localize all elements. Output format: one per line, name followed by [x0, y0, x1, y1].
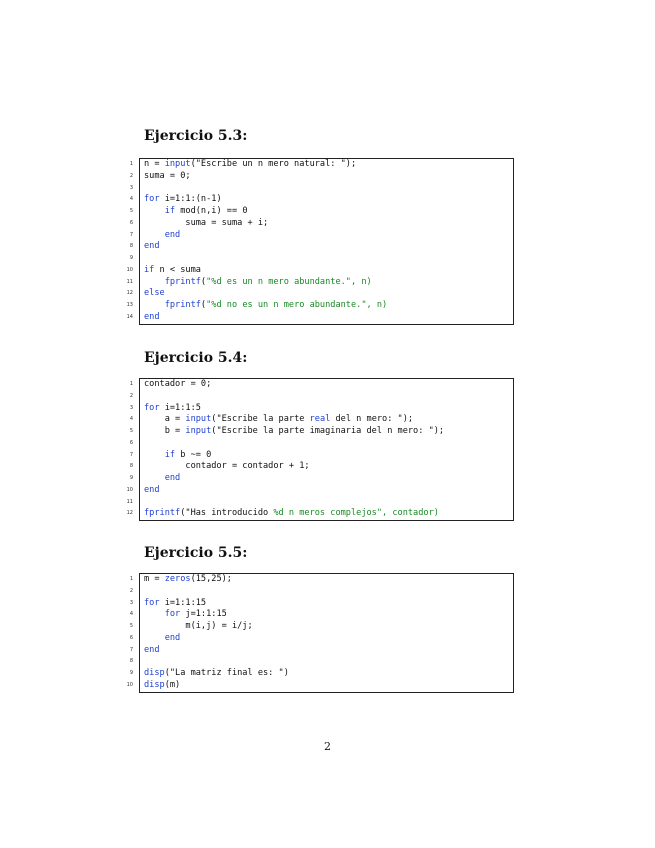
code-text: ("Has introducido [180, 508, 274, 519]
line-number: 10 [126, 681, 133, 688]
code-listing-5-4 [126, 378, 514, 521]
line-number: 5 [129, 623, 133, 629]
line-number: 9 [129, 255, 133, 261]
code-line [129, 170, 513, 183]
code-text: ("Escribe la parte [211, 414, 310, 425]
code-keyword: input [164, 159, 191, 169]
code-line [129, 473, 513, 485]
code-text: b ~= 0 [175, 449, 212, 460]
code-text: (15,25); [190, 574, 232, 584]
code-text: i=1:1:5 [159, 402, 201, 413]
code-line [129, 609, 513, 621]
code-line [129, 391, 513, 403]
line-number: 2 [129, 587, 133, 594]
code-keyword: if [144, 264, 155, 275]
code-text [144, 230, 165, 240]
line-number: 6 [129, 439, 133, 446]
line-number: 8 [129, 243, 133, 250]
line-number: 1 [129, 161, 133, 167]
line-number: 6 [129, 634, 133, 641]
code-line [126, 264, 513, 277]
code-line [129, 206, 513, 218]
code-text: ("La matriz final es: ") [164, 668, 289, 678]
code-text: contador = 0; [144, 379, 212, 389]
code-keyword: end [164, 632, 181, 643]
code-text: n < suma [154, 264, 201, 275]
code-text: suma = 0; [144, 170, 191, 181]
code-text: m = [144, 574, 165, 584]
code-text [144, 450, 165, 460]
code-text: suma = suma + i; [144, 217, 269, 228]
line-number: 6 [129, 219, 133, 226]
line-number: 4 [129, 611, 133, 618]
code-line [126, 311, 513, 324]
code-text: b = [144, 426, 186, 436]
code-text [144, 633, 165, 643]
code-line [129, 597, 513, 610]
line-number: 8 [129, 463, 133, 470]
code-text: ("Escribe un n mero natural: "); [190, 159, 357, 169]
code-line [129, 402, 513, 415]
code-line [129, 574, 513, 586]
line-number: 8 [129, 658, 133, 665]
code-line [126, 288, 513, 300]
code-text: ( [200, 300, 207, 310]
code-line [129, 217, 513, 230]
code-string: "%d no es un n mero abundante.", n) [206, 300, 388, 310]
code-keyword: disp [144, 679, 165, 690]
code-line [129, 241, 513, 253]
line-number: 7 [129, 646, 133, 653]
code-listing-5-3 [126, 158, 514, 325]
code-text: ( [200, 276, 207, 287]
line-number: 5 [129, 208, 133, 214]
line-number: 2 [129, 172, 133, 179]
line-number: 13 [126, 302, 133, 308]
code-line [129, 379, 513, 391]
line-number: 3 [129, 184, 133, 191]
line-number: 12 [126, 510, 133, 517]
line-number: 4 [129, 416, 133, 423]
code-line [129, 229, 513, 242]
code-string: %d n meros complejos", contador) [273, 508, 439, 519]
line-number: 11 [126, 278, 133, 285]
code-text: i=1:1:15 [159, 597, 207, 608]
code-text [144, 609, 165, 619]
code-line [129, 668, 513, 680]
line-number: 9 [129, 670, 133, 676]
code-keyword: for [144, 194, 160, 205]
code-keyword: else [144, 288, 165, 299]
line-number: 10 [126, 486, 133, 493]
code-keyword: for [144, 597, 160, 608]
exercise-heading-5-4: Ejercicio 5.4: [144, 350, 248, 366]
code-line [129, 656, 513, 668]
code-text: i=1:1:(n-1) [159, 194, 222, 205]
code-text [144, 277, 165, 287]
code-line [129, 159, 513, 171]
code-line [129, 632, 513, 645]
code-line [129, 461, 513, 473]
code-keyword: end [144, 311, 160, 322]
code-line [126, 679, 513, 692]
code-line [129, 586, 513, 598]
code-line [126, 508, 513, 520]
code-keyword: for [164, 609, 181, 620]
code-keyword: if [164, 206, 176, 216]
code-keyword: end [164, 229, 181, 240]
line-number: 12 [126, 290, 133, 297]
code-string: "%d es un n mero abundante.", n) [206, 276, 372, 287]
code-keyword: real [309, 414, 331, 425]
code-text: contador = contador + 1; [144, 461, 310, 472]
code-text: a = [144, 414, 186, 425]
line-number: 3 [129, 599, 133, 606]
code-line [129, 414, 513, 426]
line-number: 4 [129, 196, 133, 203]
exercise-heading-5-3: Ejercicio 5.3: [144, 128, 248, 144]
code-line [129, 644, 513, 657]
code-line [129, 438, 513, 450]
line-number: 14 [126, 313, 133, 320]
line-number: 1 [129, 381, 133, 387]
code-line [126, 276, 513, 289]
line-number: 5 [129, 428, 133, 434]
code-line [126, 300, 513, 312]
code-keyword: for [144, 402, 160, 413]
code-listing-5-5 [126, 573, 514, 693]
code-line [129, 426, 513, 438]
code-text: mod(n,i) == 0 [175, 206, 248, 216]
line-number: 7 [129, 451, 133, 458]
code-text [144, 473, 165, 483]
code-line [129, 194, 513, 206]
code-line [129, 449, 513, 462]
code-keyword: fprintf [164, 300, 201, 310]
code-text: ("Escribe la parte imaginaria del n mero: "); [211, 426, 445, 436]
code-keyword: end [144, 241, 160, 252]
code-text: n = [144, 159, 165, 169]
code-keyword: end [144, 484, 160, 495]
line-number: 10 [126, 266, 133, 273]
code-keyword: end [164, 473, 181, 483]
code-line [129, 253, 513, 265]
code-line [129, 183, 513, 195]
line-number: 11 [126, 498, 133, 505]
code-keyword: input [185, 414, 212, 425]
line-number: 7 [129, 231, 133, 238]
code-keyword: input [185, 426, 212, 436]
exercise-heading-5-5: Ejercicio 5.5: [144, 545, 248, 561]
line-number: 9 [129, 475, 133, 481]
code-keyword: fprintf [144, 508, 181, 519]
code-text: m(i,j) = i/j; [144, 621, 253, 631]
code-keyword: end [144, 644, 160, 655]
code-keyword: zeros [164, 574, 191, 584]
code-line [126, 484, 513, 497]
code-keyword: if [164, 449, 176, 460]
line-number: 2 [129, 392, 133, 399]
code-text: j=1:1:15 [180, 609, 227, 620]
line-number: 1 [129, 576, 133, 582]
code-text [144, 206, 165, 216]
line-number: 3 [129, 404, 133, 411]
code-text: del n mero: "); [330, 414, 414, 425]
code-keyword: disp [144, 668, 165, 678]
code-text: (m) [164, 679, 181, 690]
code-line [129, 621, 513, 633]
code-keyword: fprintf [164, 276, 201, 287]
page-number: 2 [324, 740, 331, 753]
code-line [126, 497, 513, 509]
code-text [144, 300, 165, 310]
